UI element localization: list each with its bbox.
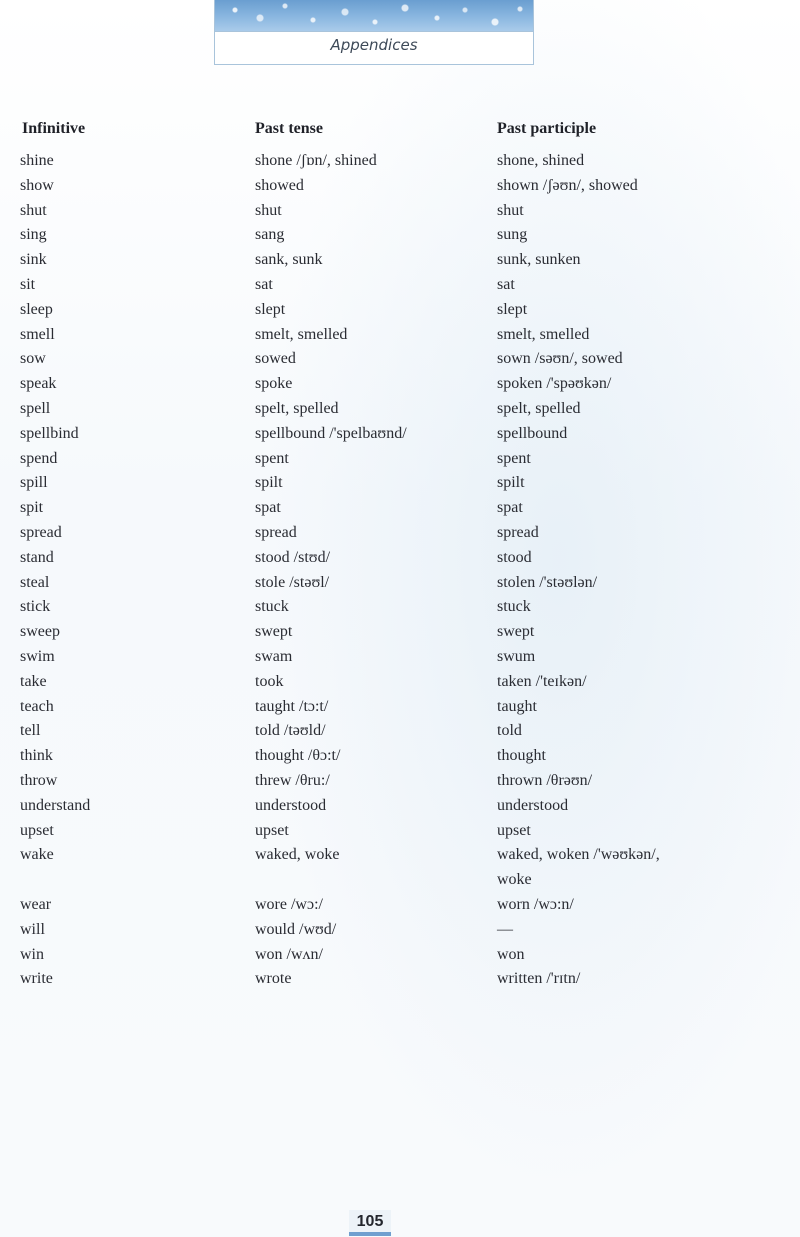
infinitive-cell: upset <box>20 821 54 839</box>
infinitive-cell: sleep <box>20 300 53 318</box>
infinitive-cell-line: wake <box>20 846 54 864</box>
infinitive-cell: shut <box>20 201 47 219</box>
past-tense-cell: stole /stəʊl/ <box>255 573 330 591</box>
past-tense-cell: sank, sunk <box>255 251 323 269</box>
section-title: Appendices <box>330 36 418 54</box>
past-participle-cell: taught <box>497 697 537 715</box>
past-tense-cell-line: waked, woke <box>255 846 340 864</box>
infinitive-cell: teach <box>20 697 54 715</box>
infinitive-cell: stick <box>20 598 51 616</box>
past-tense-cell: smelt, smelled <box>255 325 348 343</box>
past-participle-cell: told <box>497 722 522 740</box>
past-tense-cell: swept <box>255 623 293 641</box>
infinitive-cell: smell <box>20 325 55 343</box>
header-water-banner <box>215 0 533 32</box>
past-participle-column <box>497 118 660 992</box>
past-tense-cell: told /təʊld/ <box>255 722 326 740</box>
infinitive-cell: sink <box>20 251 47 269</box>
past-participle-cell-line: woke <box>497 871 532 889</box>
infinitive-cell <box>20 843 90 893</box>
infinitive-cell: will <box>20 920 45 938</box>
past-participle-cell: spread <box>497 523 539 541</box>
past-participle-cell: sat <box>497 275 515 293</box>
past-participle-cell: — <box>497 920 513 938</box>
past-participle-cell: spilt <box>497 474 525 492</box>
infinitive-cell: tell <box>20 722 41 740</box>
past-tense-cell: slept <box>255 300 286 318</box>
past-tense-cell: spellbound /'spelbaʊnd/ <box>255 424 407 442</box>
past-participle-cell: shown /ʃəʊn/, showed <box>497 176 638 194</box>
infinitive-cell: spend <box>20 449 58 467</box>
past-participle-cell: thought <box>497 747 546 765</box>
past-tense-cell: stood /stʊd/ <box>255 548 331 566</box>
past-tense-cell: taught /tɔ:t/ <box>255 697 329 715</box>
past-participle-cell: shut <box>497 201 524 219</box>
infinitive-cell: win <box>20 945 44 963</box>
past-participle-cell: stuck <box>497 598 531 616</box>
infinitive-cell: stand <box>20 548 54 566</box>
past-participle-list <box>497 149 660 992</box>
infinitive-column <box>20 118 90 992</box>
infinitive-cell: spill <box>20 474 48 492</box>
past-participle-cell: spellbound <box>497 424 568 442</box>
past-participle-cell: stood <box>497 548 532 566</box>
past-participle-cell: spoken /'spəʊkən/ <box>497 375 612 393</box>
infinitive-cell: sow <box>20 350 46 368</box>
past-tense-cell: swam <box>255 647 293 665</box>
infinitive-cell: speak <box>20 375 57 393</box>
infinitive-cell: spit <box>20 499 44 517</box>
infinitive-list <box>20 149 90 992</box>
past-participle-cell: smelt, smelled <box>497 325 590 343</box>
infinitive-cell: take <box>20 672 47 690</box>
past-participle-cell: spent <box>497 449 531 467</box>
infinitive-cell: spread <box>20 523 62 541</box>
infinitive-cell: show <box>20 176 54 194</box>
past-tense-cell: spelt, spelled <box>255 399 339 417</box>
past-participle-cell: taken /'teɪkən/ <box>497 672 587 690</box>
past-tense-cell: spoke <box>255 375 293 393</box>
infinitive-cell: shine <box>20 152 54 169</box>
past-tense-cell: showed <box>255 176 304 194</box>
infinitive-cell: swim <box>20 647 55 665</box>
past-participle-cell: understood <box>497 796 569 814</box>
past-participle-cell: sunk, sunken <box>497 251 581 269</box>
infinitive-cell: write <box>20 970 53 988</box>
infinitive-cell: sing <box>20 226 47 244</box>
past-tense-column <box>255 118 407 992</box>
past-participle-cell: won <box>497 945 525 963</box>
past-participle-cell: spat <box>497 499 523 517</box>
infinitive-cell: sweep <box>20 623 60 641</box>
past-tense-cell: understood <box>255 796 327 814</box>
infinitive-cell: spellbind <box>20 424 79 442</box>
past-participle-cell: upset <box>497 821 531 839</box>
past-participle-cell: spelt, spelled <box>497 399 581 417</box>
past-participle-cell: worn /wɔ:n/ <box>497 895 574 913</box>
past-participle-cell: slept <box>497 300 528 318</box>
past-participle-cell: written /'rɪtn/ <box>497 970 581 988</box>
past-tense-cell: spat <box>255 499 281 517</box>
past-tense-cell: won /wʌn/ <box>255 945 323 963</box>
infinitive-cell: throw <box>20 771 58 789</box>
past-tense-cell: wrote <box>255 970 292 988</box>
infinitive-cell: spell <box>20 399 51 417</box>
past-tense-cell: sang <box>255 226 285 244</box>
infinitive-heading: Infinitive <box>22 120 86 137</box>
infinitive-cell: steal <box>20 573 50 591</box>
past-tense-cell: spent <box>255 449 289 467</box>
infinitive-cell: wear <box>20 895 52 913</box>
past-tense-cell: sat <box>255 275 273 293</box>
infinitive-cell: understand <box>20 796 91 814</box>
past-tense-heading: Past tense <box>255 120 323 137</box>
past-participle-cell: swum <box>497 647 536 665</box>
past-tense-cell: thought /θɔ:t/ <box>255 747 341 765</box>
past-tense-list <box>255 149 407 992</box>
past-tense-cell: would /wʊd/ <box>255 920 337 938</box>
past-tense-cell: wore /wɔ:/ <box>255 895 323 913</box>
infinitive-cell: sit <box>20 275 36 293</box>
infinitive-cell: think <box>20 747 53 765</box>
past-tense-cell: stuck <box>255 598 289 616</box>
past-participle-cell: sung <box>497 226 528 244</box>
past-tense-cell: shone /ʃɒn/, shined <box>255 152 377 169</box>
past-tense-cell: threw /θru:/ <box>255 771 330 789</box>
past-participle-cell: sown /səʊn/, sowed <box>497 350 623 368</box>
past-participle-heading: Past participle <box>497 120 597 137</box>
section-header <box>214 0 534 65</box>
past-tense-cell: spread <box>255 523 297 541</box>
past-participle-cell-line: waked, woken /'wəʊkən/, <box>497 846 660 864</box>
past-tense-cell: took <box>255 672 284 690</box>
past-participle-cell: thrown /θrəʊn/ <box>497 771 593 789</box>
past-participle-cell <box>497 843 660 893</box>
past-participle-cell: shone, shined <box>497 152 585 169</box>
past-participle-cell: stolen /'stəʊlən/ <box>497 573 598 591</box>
past-participle-cell: swept <box>497 623 535 641</box>
past-tense-cell: upset <box>255 821 289 839</box>
past-tense-cell <box>255 843 407 893</box>
past-tense-cell: spilt <box>255 474 283 492</box>
page-number: 105 <box>349 1210 391 1236</box>
past-tense-cell: sowed <box>255 350 296 368</box>
past-tense-cell: shut <box>255 201 282 219</box>
